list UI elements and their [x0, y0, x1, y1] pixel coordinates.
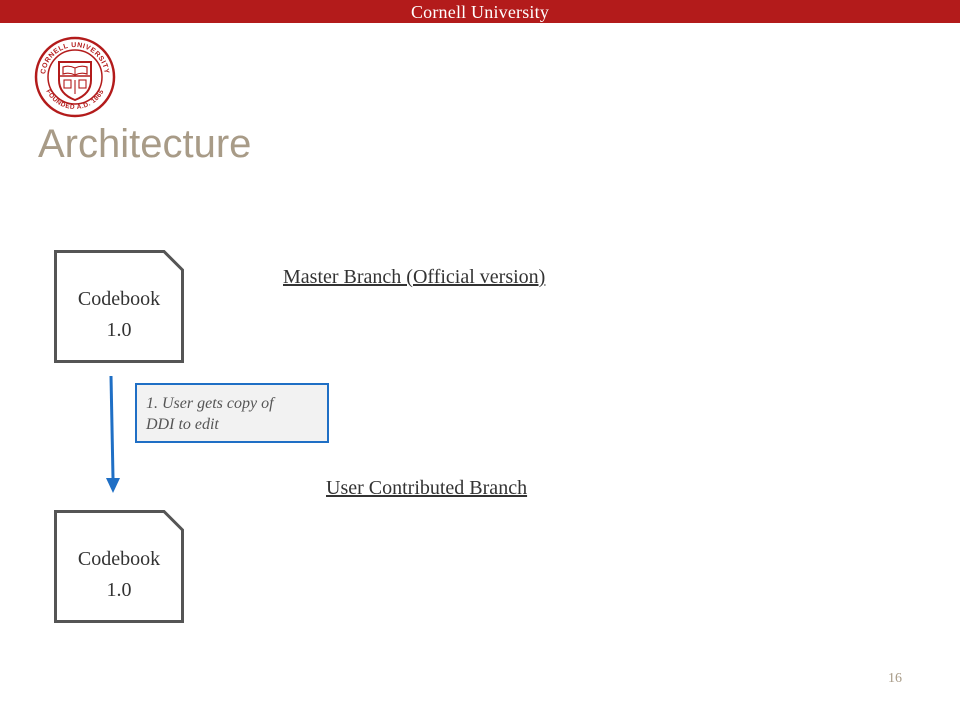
slide-title: Architecture — [38, 122, 252, 166]
codebook-user-document — [54, 510, 184, 623]
svg-text:CORNELL UNIVERSITY: CORNELL UNIVERSITY — [40, 41, 110, 75]
step-note-box — [135, 383, 329, 443]
codebook-master-label — [54, 284, 184, 346]
codebook-master-name: Codebook — [77, 288, 161, 310]
codebook-master-version: 1.0 — [106, 319, 132, 341]
master-branch-label: Master Branch (Official version) — [283, 266, 546, 288]
codebook-user-name: Codebook — [77, 548, 161, 570]
codebook-master-document — [54, 250, 184, 363]
svg-text:FOUNDED A.D. 1865: FOUNDED A.D. 1865 — [44, 88, 106, 112]
header-bar — [0, 0, 960, 23]
copy-arrow — [100, 374, 126, 496]
cornell-seal-logo — [34, 36, 116, 118]
institution-name: Cornell University — [410, 2, 550, 22]
user-branch-label: User Contributed Branch — [326, 477, 528, 499]
step-note-line2: DDI to edit — [146, 416, 219, 433]
page-number: 16 — [888, 671, 902, 686]
codebook-user-version: 1.0 — [106, 579, 132, 601]
step-note-line1: 1. User gets copy of — [146, 395, 274, 412]
codebook-user-label — [54, 544, 184, 606]
